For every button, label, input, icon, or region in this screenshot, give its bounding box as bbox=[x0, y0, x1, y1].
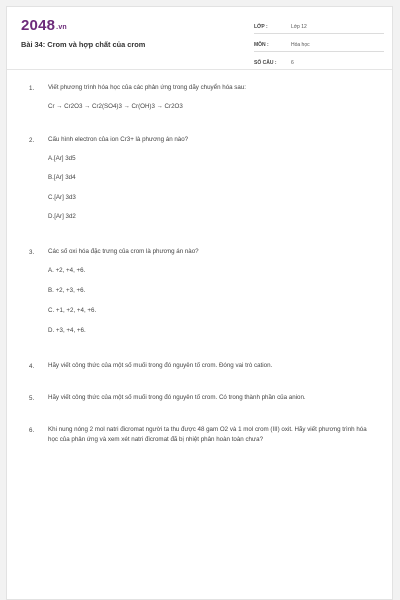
question-number-1: 1. bbox=[29, 85, 35, 92]
meta-value-class: Lớp 12 bbox=[291, 24, 307, 30]
question-1-chain: Cr → Cr2O3 → Cr2(SO4)3 → Cr(OH)3 → Cr2O3 bbox=[48, 103, 183, 110]
question-number-4: 4. bbox=[29, 363, 35, 370]
question-text-3: Các số oxi hóa đặc trưng của crom là phương án nào? bbox=[48, 248, 199, 255]
question-number-2: 2. bbox=[29, 137, 35, 144]
question-text-1: Viết phương trình hóa học của các phản ứng trong dãy chuyển hóa sau: bbox=[48, 84, 246, 91]
question-text-5: Hãy viết công thức của một số muối trong đó nguyên tố crom. Có trong thành phần của anion. bbox=[48, 394, 306, 401]
lesson-title: Bài 34: Crom và hợp chất của crom bbox=[21, 40, 146, 49]
question-2-option-b: B.[Ar] 3d4 bbox=[48, 174, 76, 181]
question-3-option-d: D. +3, +4, +6. bbox=[48, 327, 86, 334]
question-2-option-c: C.[Ar] 3d3 bbox=[48, 194, 76, 201]
question-number-3: 3. bbox=[29, 249, 35, 256]
meta-label-count: SỐ CÂU : bbox=[254, 60, 277, 66]
question-2-option-a: A.[Ar] 3d5 bbox=[48, 155, 76, 162]
logo-text: 2048 bbox=[21, 17, 56, 34]
question-number-6: 6. bbox=[29, 427, 35, 434]
meta-label-class: LỚP : bbox=[254, 24, 268, 30]
question-text-4: Hãy viết công thức của một số muối trong đó nguyên tố crom. Đóng vai trò cation. bbox=[48, 362, 273, 369]
meta-label-subject: MÔN : bbox=[254, 42, 269, 48]
meta-row-class bbox=[254, 21, 384, 34]
question-3-option-a: A. +2, +4, +6. bbox=[48, 267, 86, 274]
question-number-5: 5. bbox=[29, 395, 35, 402]
question-3-option-b: B. +2, +3, +6. bbox=[48, 287, 86, 294]
header-divider bbox=[7, 69, 392, 70]
logo-tld: .vn bbox=[56, 24, 67, 31]
meta-value-subject: Hóa học bbox=[291, 42, 310, 48]
question-2-option-d: D.[Ar] 3d2 bbox=[48, 213, 76, 220]
question-text-2: Cấu hình electron của ion Cr3+ là phương án nào? bbox=[48, 136, 189, 143]
meta-row-subject bbox=[254, 39, 384, 52]
meta-value-count: 6 bbox=[291, 60, 294, 66]
worksheet-header bbox=[7, 7, 392, 69]
meta-info bbox=[254, 21, 384, 75]
question-text-6: Khi nung nóng 2 mol natri đicromat người ta thu được 48 gam O2 và 1 mol crom (III) oxit. Hãy viết phương trình hóa học của phản ứng và xem xét natri đicromat đã bị nhiệt phân hoàn toàn chưa? bbox=[48, 426, 367, 443]
site-logo[interactable] bbox=[21, 17, 67, 34]
worksheet-page bbox=[6, 6, 393, 600]
question-3-option-c: C. +1, +2, +4, +6. bbox=[48, 307, 97, 314]
